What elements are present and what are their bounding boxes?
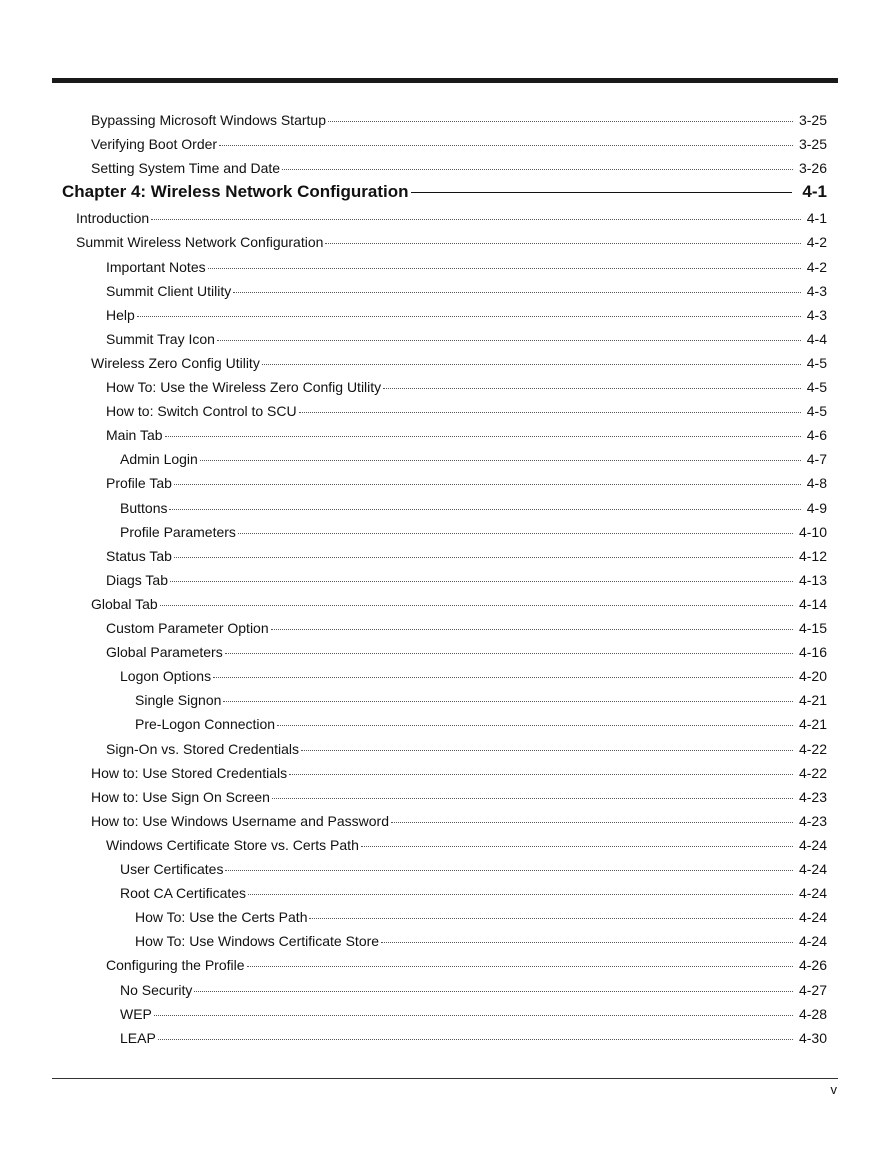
toc-entry-page: 4-23 — [798, 788, 827, 805]
toc-entry-page: 4-27 — [798, 981, 827, 998]
toc-entry-title: How To: Use the Certs Path — [135, 909, 308, 926]
toc-entry[interactable] — [91, 765, 827, 789]
toc-entry[interactable] — [135, 909, 827, 933]
toc-entry-title: Setting System Time and Date — [91, 160, 281, 177]
toc-entry-title: Root CA Certificates — [120, 885, 247, 902]
toc-entry[interactable] — [120, 982, 827, 1006]
toc-leader — [381, 942, 793, 943]
toc-leader — [194, 991, 793, 992]
toc-entry-page: 4-28 — [798, 1005, 827, 1022]
toc-entry[interactable] — [120, 885, 827, 909]
toc-entry[interactable] — [120, 1030, 827, 1054]
toc-entry[interactable] — [91, 136, 827, 160]
toc-leader — [174, 484, 801, 485]
toc-leader — [169, 509, 800, 510]
toc-entry[interactable] — [106, 283, 827, 307]
toc-entry[interactable] — [120, 1006, 827, 1030]
toc-entry-title: Custom Parameter Option — [106, 620, 269, 636]
toc-entry-page: 4-4 — [806, 330, 827, 347]
toc-entry[interactable] — [91, 789, 827, 813]
toc-entry[interactable] — [106, 259, 827, 283]
toc-leader — [137, 316, 801, 317]
toc-entry[interactable] — [120, 861, 827, 885]
toc-entry-title: How to: Use Windows Username and Password — [91, 812, 390, 829]
toc-entry[interactable] — [120, 500, 827, 524]
toc-leader — [248, 894, 793, 895]
toc-leader — [361, 846, 793, 847]
toc-leader — [160, 605, 793, 606]
toc-entry[interactable] — [135, 933, 827, 957]
toc-entry-title: Global Tab — [91, 595, 158, 612]
toc-entry-page: 4-24 — [798, 836, 827, 853]
toc-entry-title: Profile Tab — [106, 475, 172, 492]
toc-leader — [151, 219, 801, 220]
toc-entry[interactable] — [91, 813, 827, 837]
toc-leader — [213, 677, 793, 678]
toc-entry-title: Windows Certificate Store vs. Certs Path — [106, 836, 359, 853]
toc-entry-page: 4-14 — [798, 595, 827, 612]
toc-entry-title: LEAP — [120, 1029, 156, 1046]
toc-entry[interactable] — [106, 837, 827, 861]
toc-leader — [154, 1015, 793, 1016]
toc-entry-page: 4-5 — [806, 354, 827, 371]
toc-entry[interactable] — [76, 234, 827, 258]
toc-entry-page: 4-8 — [806, 475, 827, 492]
toc-entry-title: WEP — [120, 1005, 152, 1022]
toc-entry[interactable] — [120, 668, 827, 692]
toc-entry-page: 4-21 — [798, 692, 827, 709]
toc-entry-title: Status Tab — [106, 547, 172, 564]
toc-entry[interactable] — [106, 572, 827, 596]
toc-entry-page: 4-15 — [798, 620, 827, 636]
toc-leader — [208, 268, 801, 269]
toc-leader — [271, 629, 793, 630]
toc-entry-title: Logon Options — [120, 668, 212, 685]
toc-leader — [411, 192, 793, 193]
toc-entry[interactable] — [76, 210, 827, 234]
toc-entry-title: Summit Wireless Network Configuration — [76, 234, 324, 251]
toc-entry-page: 4-24 — [798, 933, 827, 950]
toc-entry[interactable] — [135, 692, 827, 716]
toc-entry-title: How To: Use Windows Certificate Store — [135, 933, 380, 950]
toc-entry[interactable] — [106, 307, 827, 331]
toc-entry-title: Main Tab — [106, 427, 163, 444]
toc-entry-page: 4-21 — [798, 716, 827, 733]
toc-entry-page: 4-30 — [798, 1029, 827, 1046]
toc-entry-page: 4-5 — [806, 403, 827, 420]
toc-entry-page: 4-20 — [798, 668, 827, 685]
toc-entry-page: 4-5 — [806, 379, 827, 395]
toc-entry[interactable] — [106, 427, 827, 451]
toc-entry[interactable] — [91, 112, 827, 136]
toc-entry-title: Wireless Zero Config Utility — [91, 354, 260, 371]
toc-entry-page: 4-26 — [798, 957, 827, 974]
toc-entry-title: How to: Switch Control to SCU — [106, 403, 297, 420]
toc-entry[interactable] — [106, 331, 827, 355]
toc-entry-title: Global Parameters — [106, 644, 223, 661]
toc-entry-page: 4-7 — [806, 451, 827, 468]
toc-leader — [219, 145, 793, 146]
page-number: v — [830, 1082, 837, 1097]
toc-entry[interactable] — [106, 741, 827, 765]
toc-entry-page: 4-1 — [806, 210, 827, 227]
toc-entry-title: How To: Use the Wireless Zero Config Utility — [106, 379, 382, 395]
toc-entry[interactable] — [106, 620, 827, 644]
toc-entry-page: 4-23 — [798, 812, 827, 829]
toc-entry-title: Bypassing Microsoft Windows Startup — [91, 112, 326, 128]
toc-entry-page: 4-3 — [806, 306, 827, 323]
toc-entry-title: Summit Client Utility — [106, 282, 232, 299]
toc-entry-page: 4-24 — [798, 861, 827, 877]
toc-entry-page: 4-9 — [806, 499, 827, 516]
toc-entry[interactable] — [120, 451, 827, 475]
toc-entry-title: Sign-On vs. Stored Credentials — [106, 740, 299, 757]
toc-entry-page: 4-1 — [802, 182, 827, 202]
toc-entry[interactable] — [91, 355, 827, 379]
toc-leader — [174, 557, 793, 558]
toc-leader — [325, 243, 800, 244]
toc-entry[interactable] — [91, 160, 827, 184]
toc-entry-page: 3-25 — [798, 112, 827, 128]
toc-entry-title: Help — [106, 306, 135, 323]
toc-leader — [225, 870, 793, 871]
toc-entry-page: 4-22 — [798, 764, 827, 781]
toc-leader — [301, 750, 793, 751]
toc-leader — [238, 533, 793, 534]
toc-entry-title: How to: Use Stored Credentials — [91, 764, 288, 781]
toc-entry-title: User Certificates — [120, 861, 224, 877]
toc-entry[interactable] — [106, 644, 827, 668]
toc-leader — [383, 388, 801, 389]
toc-entry-title: Diags Tab — [106, 571, 169, 588]
toc-leader — [233, 292, 801, 293]
toc-leader — [158, 1039, 793, 1040]
toc-leader — [299, 412, 801, 413]
toc-entry-page: 4-16 — [798, 644, 827, 661]
toc-entry-page: 3-25 — [798, 136, 827, 153]
toc-leader — [170, 581, 793, 582]
toc-entry-page: 4-22 — [798, 740, 827, 757]
toc-entry-page: 4-24 — [798, 909, 827, 926]
toc-entry-title: How to: Use Sign On Screen — [91, 788, 270, 805]
toc-leader — [217, 340, 801, 341]
toc-leader — [391, 822, 793, 823]
toc-entry-title: Introduction — [76, 210, 150, 227]
toc-entry-title: Chapter 4: Wireless Network Configuration — [62, 182, 409, 202]
toc-entry[interactable] — [106, 548, 827, 572]
toc-leader — [272, 798, 793, 799]
toc-entry-page: 4-10 — [798, 523, 827, 540]
toc-entry[interactable] — [106, 379, 827, 403]
toc-entry-title: Important Notes — [106, 258, 206, 275]
toc-entry-title: Single Signon — [135, 692, 222, 709]
toc-entry[interactable] — [91, 596, 827, 620]
toc-entry-title: Profile Parameters — [120, 523, 236, 540]
toc-leader — [328, 121, 793, 122]
toc-leader — [309, 918, 792, 919]
toc-entry-page: 4-2 — [806, 234, 827, 251]
toc-leader — [277, 725, 793, 726]
toc-entry-title: Summit Tray Icon — [106, 330, 215, 347]
toc-leader — [165, 436, 801, 437]
toc-leader — [223, 701, 793, 702]
toc-entry[interactable] — [106, 403, 827, 427]
toc-entry-page: 4-3 — [806, 282, 827, 299]
toc-entry-title: Verifying Boot Order — [91, 136, 218, 153]
header-rule — [52, 78, 838, 83]
toc-entry-title: Configuring the Profile — [106, 957, 245, 974]
toc-entry-page: 3-26 — [798, 160, 827, 177]
toc-entry[interactable] — [120, 524, 827, 548]
footer-rule — [52, 1078, 838, 1079]
toc-leader — [282, 169, 793, 170]
toc-chapter-entry[interactable] — [62, 182, 827, 210]
toc-entry[interactable] — [106, 475, 827, 499]
toc-entry-title: No Security — [120, 981, 193, 998]
toc-entry-page: 4-12 — [798, 547, 827, 564]
toc-entry-page: 4-13 — [798, 571, 827, 588]
toc-entry-title: Buttons — [120, 499, 168, 516]
toc-leader — [289, 774, 793, 775]
toc-entry-title: Pre-Logon Connection — [135, 716, 276, 733]
toc-leader — [247, 966, 793, 967]
toc-entry[interactable] — [135, 716, 827, 740]
toc-leader — [225, 653, 793, 654]
toc-leader — [262, 364, 801, 365]
toc-entry-page: 4-24 — [798, 885, 827, 902]
toc-entry[interactable] — [106, 957, 827, 981]
toc-entry-title: Admin Login — [120, 451, 198, 468]
toc-entry-page: 4-2 — [806, 258, 827, 275]
toc-entry-page: 4-6 — [806, 427, 827, 444]
toc-leader — [200, 460, 801, 461]
